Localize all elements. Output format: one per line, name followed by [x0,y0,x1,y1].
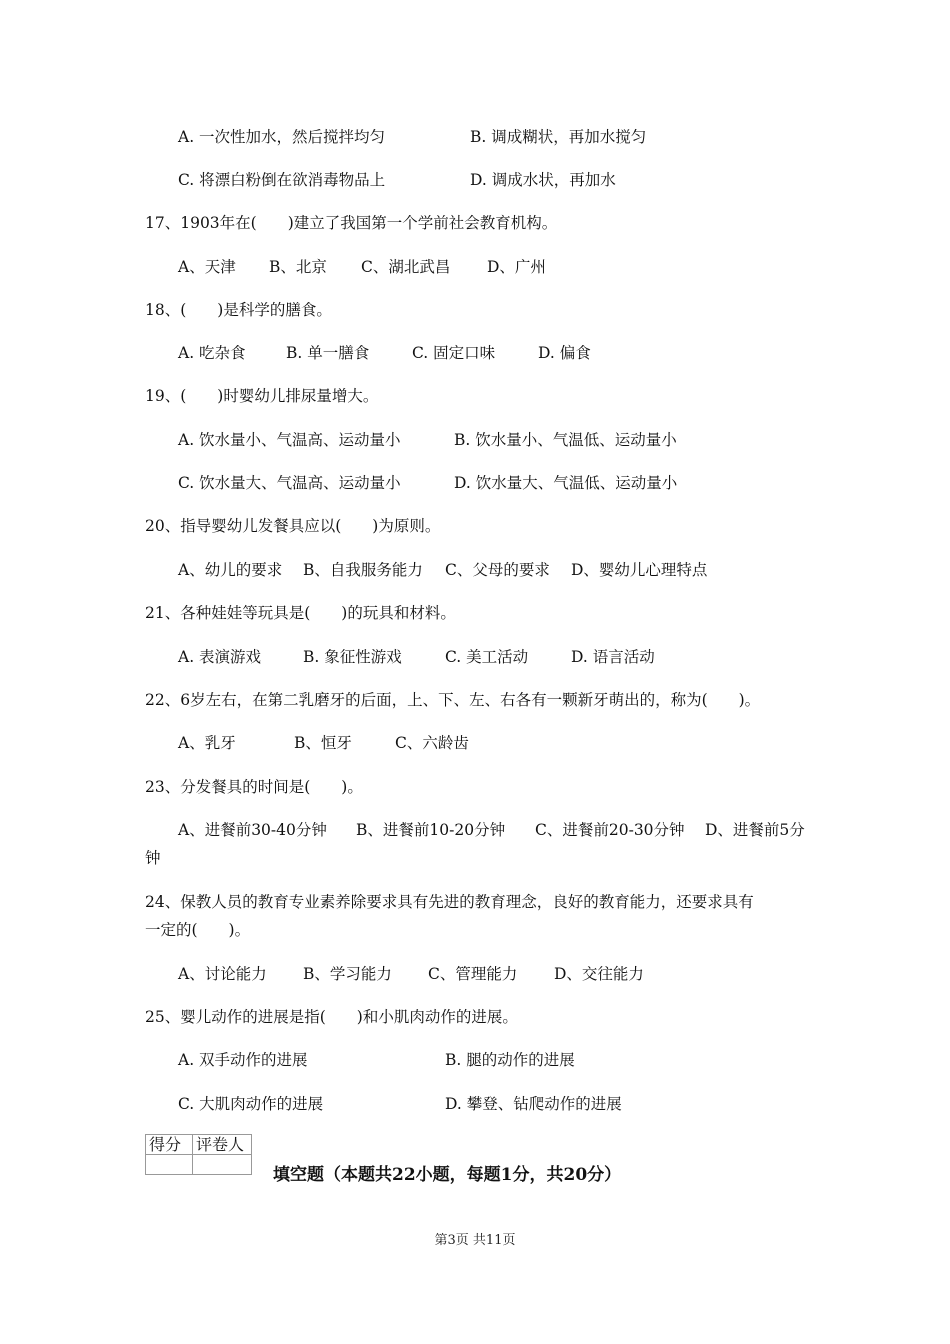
score-header: 得分 [146,1135,193,1155]
section-title: 填空题（本题共22小题，每题1分，共20分） [273,1165,622,1185]
q16-option-c: C. 将漂白粉倒在欲消毒物品上 [178,171,386,189]
score-cell [146,1155,193,1175]
q25-option-b: B. 腿的动作的进展 [445,1051,575,1069]
q24-option-b: B、学习能力 [303,965,392,983]
q19-option-b: B. 饮水量小、气温低、运动量小 [454,431,677,449]
q18-stem: 18、( )是科学的膳食。 [145,301,332,319]
q22-option-b: B、恒牙 [294,734,352,752]
q24-option-c: C、管理能力 [428,965,518,983]
q20-option-b: B、自我服务能力 [303,561,423,579]
q20-option-c: C、父母的要求 [445,561,550,579]
q19-stem: 19、( )时婴幼儿排尿量增大。 [145,387,379,405]
grader-cell [193,1155,252,1175]
q19-option-c: C. 饮水量大、气温高、运动量小 [178,474,401,492]
q20-option-a: A、幼儿的要求 [178,561,283,579]
q25-option-a: A. 双手动作的进展 [178,1051,308,1069]
q21-option-a: A. 表演游戏 [178,648,262,666]
q16-option-b: B. 调成糊状，再加水搅匀 [470,128,647,146]
q17-option-d: D、广州 [487,258,546,276]
q23-option-c: C、进餐前20-30分钟 [535,821,685,839]
q22-option-c: C、六龄齿 [395,734,469,752]
q24-stem-line1: 24、保教人员的教育专业素养除要求具有先进的教育理念，良好的教育能力，还要求具有 [145,893,754,911]
q23-option-b: B、进餐前10-20分钟 [356,821,506,839]
q21-option-c: C. 美工活动 [445,648,529,666]
q21-option-b: B. 象征性游戏 [303,648,402,666]
q21-option-d: D. 语言活动 [571,648,655,666]
q16-option-d: D. 调成水状，再加水 [470,171,616,189]
q25-stem: 25、婴儿动作的进展是指( )和小肌肉动作的进展。 [145,1008,518,1026]
q24-stem-line2: 一定的( )。 [145,921,251,939]
q23-option-d-continued: 钟 [145,849,161,867]
q17-option-b: B、北京 [269,258,327,276]
q25-option-c: C. 大肌肉动作的进展 [178,1095,324,1113]
q18-option-c: C. 固定口味 [412,344,496,362]
q19-option-a: A. 饮水量小、气温高、运动量小 [178,431,401,449]
grader-header: 评卷人 [193,1135,252,1155]
score-box [145,1134,252,1175]
q18-option-d: D. 偏食 [538,344,591,362]
q19-option-d: D. 饮水量大、气温低、运动量小 [454,474,678,492]
q23-option-d: D、进餐前5分 [705,821,805,839]
q24-option-d: D、交往能力 [554,965,644,983]
q17-option-a: A、天津 [178,258,236,276]
q16-option-a: A. 一次性加水，然后搅拌均匀 [178,128,386,146]
q20-option-d: D、婴幼儿心理特点 [571,561,708,579]
q20-stem: 20、指导婴幼儿发餐具应以( )为原则。 [145,517,441,535]
q23-stem: 23、分发餐具的时间是( )。 [145,778,363,796]
q22-stem: 22、6岁左右，在第二乳磨牙的后面，上、下、左、右各有一颗新牙萌出的，称为( )。 [145,691,761,709]
q23-option-a: A、进餐前30-40分钟 [178,821,327,839]
q21-stem: 21、各种娃娃等玩具是( )的玩具和材料。 [145,604,456,622]
q17-option-c: C、湖北武昌 [361,258,451,276]
q25-option-d: D. 攀登、钻爬动作的进展 [445,1095,622,1113]
q18-option-a: A. 吃杂食 [178,344,246,362]
q22-option-a: A、乳牙 [178,734,236,752]
q18-option-b: B. 单一膳食 [286,344,370,362]
page-footer: 第3页 共11页 [434,1233,516,1248]
q24-option-a: A、讨论能力 [178,965,267,983]
q17-stem: 17、1903年在( )建立了我国第一个学前社会教育机构。 [145,214,558,232]
